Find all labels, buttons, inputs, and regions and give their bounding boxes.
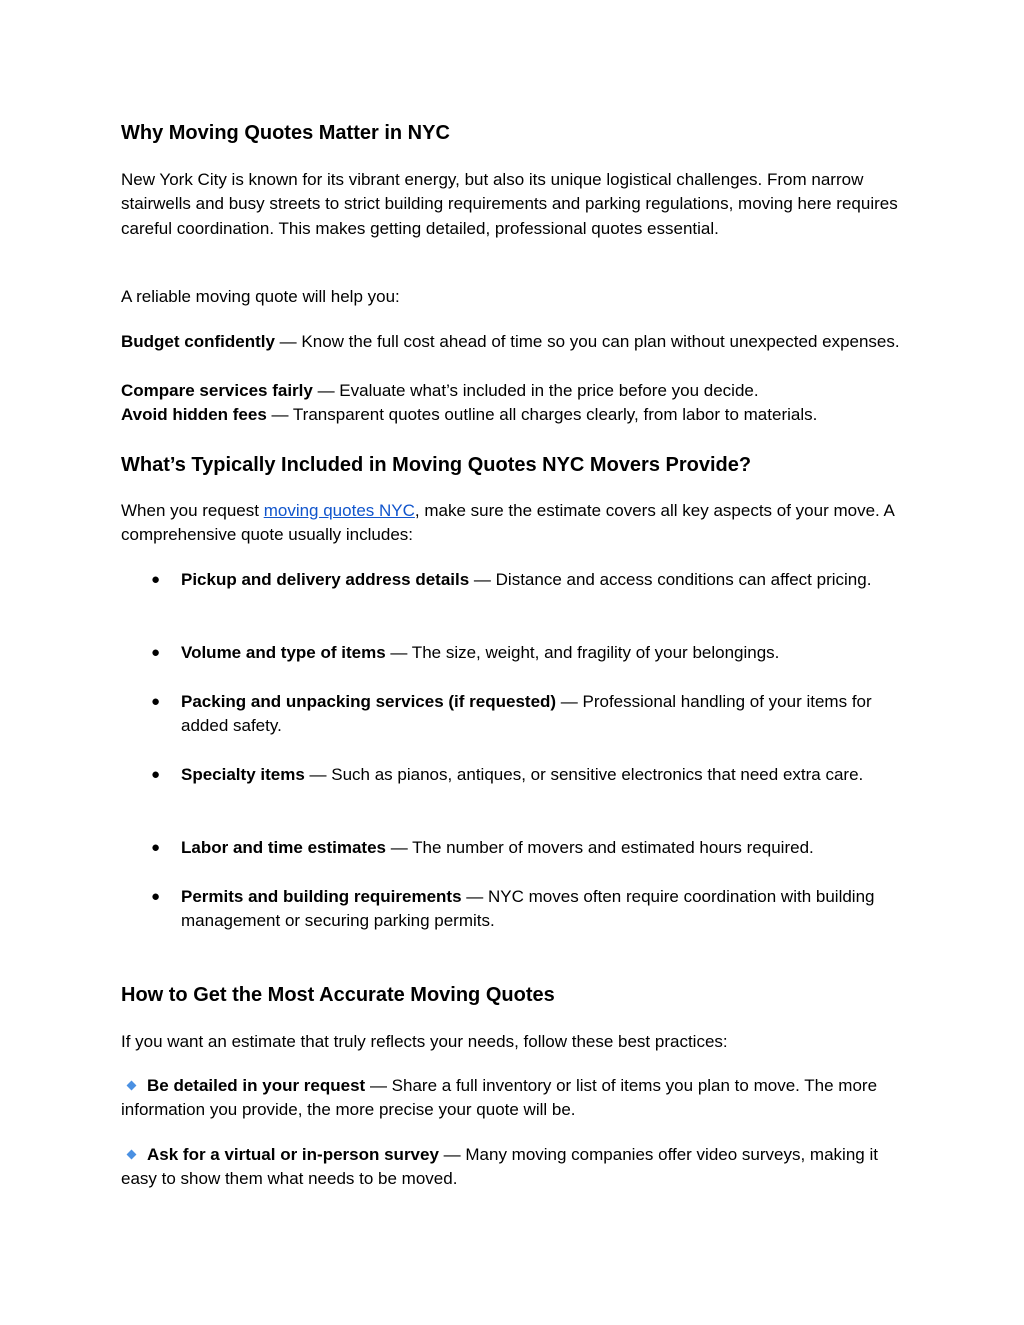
tip-detailed bbox=[121, 1074, 906, 1123]
list-item-title: Labor and time estimates bbox=[181, 838, 387, 857]
section-heading-included: What’s Typically Included in Moving Quotes NYC Movers Provide? bbox=[121, 454, 752, 476]
list-item-desc: — Professional handling of your items for added safety. bbox=[181, 692, 872, 736]
list-item-text bbox=[181, 568, 906, 592]
paragraph-intro: New York City is known for its vibrant energy, but also its unique logistical challenges. From narrow stairwells and busy streets to strict building requirements and parking regulations, moving here requires careful coordination. This makes getting detailed, professional quotes essential. bbox=[121, 170, 898, 238]
benefit-compare bbox=[121, 379, 906, 403]
tip-text: — Share a full inventory or list of items you plan to move. The more information you provide, the more precise your quote will be. bbox=[121, 1076, 878, 1120]
diamond-icon bbox=[127, 1150, 137, 1160]
bullet-icon: ● bbox=[151, 766, 161, 783]
bullet-icon: ● bbox=[151, 693, 161, 710]
benefit-fees bbox=[121, 403, 906, 427]
section-heading-accurate: How to Get the Most Accurate Moving Quotes bbox=[121, 984, 555, 1006]
bullet-icon: ● bbox=[151, 571, 161, 588]
paragraph-practices: If you want an estimate that truly reflects your needs, follow these best practices: bbox=[121, 1032, 728, 1051]
request-text-before: When you request bbox=[121, 501, 264, 520]
benefit-text: — Transparent quotes outline all charges clearly, from labor to materials. bbox=[266, 405, 818, 424]
list-item-title: Packing and unpacking services (if requested) bbox=[181, 692, 557, 711]
tip-title: Ask for a virtual or in-person survey bbox=[147, 1145, 439, 1164]
list-item-desc: — NYC moves often require coordination with building management or securing parking permits. bbox=[181, 887, 875, 931]
paragraph-lead: A reliable moving quote will help you: bbox=[121, 287, 400, 306]
list-item-desc: — The size, weight, and fragility of your belongings. bbox=[385, 643, 780, 662]
list-item-text bbox=[181, 641, 906, 665]
list-item-title: Pickup and delivery address details bbox=[181, 570, 470, 589]
bullet-icon: ● bbox=[151, 644, 161, 661]
list-item-text bbox=[181, 885, 906, 934]
list-item-desc: — Distance and access conditions can affect pricing. bbox=[469, 570, 872, 589]
benefit-budget bbox=[121, 330, 906, 354]
tip-survey bbox=[121, 1143, 906, 1192]
moving-quotes-nyc-link[interactable]: moving quotes NYC bbox=[263, 501, 415, 520]
bullet-icon: ● bbox=[151, 839, 161, 856]
list-item-title: Volume and type of items bbox=[181, 643, 386, 662]
list-item-text bbox=[181, 836, 906, 860]
benefit-title: Compare services fairly bbox=[121, 381, 313, 400]
list-item-title: Permits and building requirements bbox=[181, 887, 462, 906]
tip-text: — Many moving companies offer video surveys, making it easy to show them what needs to be moved. bbox=[121, 1145, 878, 1189]
benefit-title: Avoid hidden fees bbox=[121, 405, 267, 424]
list-item-text bbox=[181, 690, 906, 739]
list-item-desc: — Such as pianos, antiques, or sensitive electronics that need extra care. bbox=[304, 765, 864, 784]
request-text-after: , make sure the estimate covers all key aspects of your move. A comprehensive quote usually includes: bbox=[121, 501, 894, 545]
list-item-title: Specialty items bbox=[181, 765, 305, 784]
diamond-icon bbox=[127, 1081, 137, 1091]
benefit-title: Budget confidently bbox=[121, 332, 275, 351]
paragraph-request bbox=[121, 499, 906, 548]
bullet-icon: ● bbox=[151, 888, 161, 905]
list-item-text bbox=[181, 763, 906, 787]
list-item-desc: — The number of movers and estimated hours required. bbox=[386, 838, 814, 857]
benefit-text: — Know the full cost ahead of time so you can plan without unexpected expenses. bbox=[274, 332, 900, 351]
benefit-text: — Evaluate what’s included in the price before you decide. bbox=[312, 381, 759, 400]
tip-title: Be detailed in your request bbox=[147, 1076, 366, 1095]
section-heading-why: Why Moving Quotes Matter in NYC bbox=[121, 122, 450, 144]
